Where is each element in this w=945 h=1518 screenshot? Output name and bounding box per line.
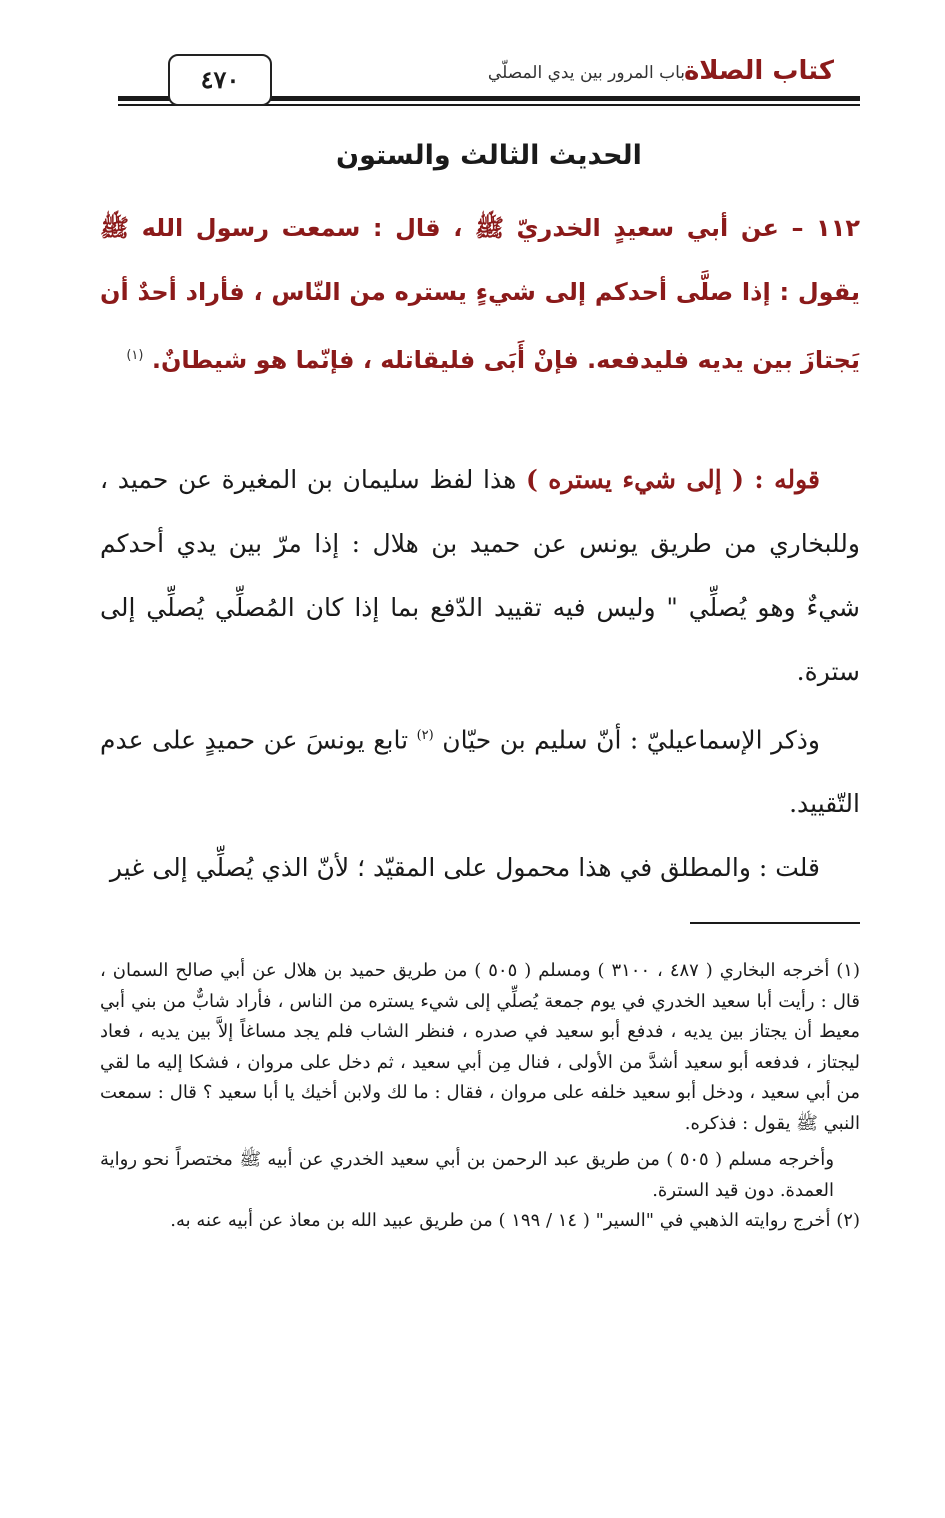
book-title: كتاب الصلاة bbox=[683, 56, 834, 86]
footnote-separator bbox=[690, 922, 860, 924]
page-number: ٤٧٠ bbox=[168, 54, 272, 106]
chapter-title: باب المرور بين يدي المصلّي bbox=[487, 63, 685, 83]
paragraph-1 bbox=[100, 448, 860, 704]
footnote-ref-2: (٢) bbox=[416, 728, 434, 743]
paragraph-2-b: تابع يونسَ عن حميدٍ على عدم التّقييد. bbox=[100, 725, 860, 819]
paragraph-3: قلت : والمطلق في هذا محمول على المقيّد ؛ لأنّ الذي يُصلِّي إلى غير bbox=[109, 853, 820, 883]
footnote-1-continued: وأخرجه مسلم ( ٥٠٥ ) من طريق عبد الرحمن بن أبي سعيد الخدري عن أبيه ﷺ مختصراً نحو رواية العمدة. دون قيد السترة. bbox=[100, 1149, 835, 1201]
quoted-phrase: قوله : ( إلى شيء يستره ) bbox=[525, 465, 820, 494]
hadith-text bbox=[100, 196, 860, 392]
footnote-ref-1: (١) bbox=[126, 348, 144, 363]
paragraph-1-text: هذا لفظ سليمان بن المغيرة عن حميد ، وللبخاري من طريق يونس عن حميد بن هلال : إذا مرّ بين يدي أحدكم شيءٌ وهو يُصلِّي " وليس فيه تقييد الدّفع بما إذا كان المُصلِّي يُصلِّي إلى سترة. bbox=[100, 465, 860, 686]
commentary bbox=[100, 448, 860, 900]
hadith-heading: الحديث الثالث والستون bbox=[336, 140, 642, 171]
paragraph-2 bbox=[100, 704, 860, 836]
footnote-1: (١) أخرجه البخاري ( ٤٨٧ ، ٣١٠٠ ) ومسلم ( ٥٠٥ ) من طريق حميد بن هلال عن أبي صالح السمان ، قال : رأيت أبا سعيد الخدري في يوم جمعة يُصلِّي إلى شيء يستره من الناس ، فأراد شابٌّ من بني أبي معيط أن يجتاز بين يديه ، فدفع أبو سعيد في صدره ، فنظر الشاب فلم يجد مساغاً إلاَّ بين يديه ، فعاد ليجتاز ، فدفعه أبو سعيد أشدَّ من الأولى ، فنال مِن أبي سعيد ، ثم دخل على مروان ، فشكا إليه ما لقي من أبي سعيد ، ودخل أبو سعيد خلفه على مروان ، فقال : ما لك ولابن أخيك يا أبا سعيد ؟ قال : سمعت النبي ﷺ يقول : فذكره. bbox=[100, 960, 860, 1134]
paragraph-2-a: وذكر الإسماعيليّ : أنّ سليم بن حيّان bbox=[442, 725, 820, 755]
footnotes bbox=[100, 956, 860, 1243]
footnote-2: (٢) أخرج روايته الذهبي في "السير" ( ١٤ / ١٩٩ ) من طريق عبيد الله بن معاذ عن أبيه عنه به. bbox=[170, 1210, 860, 1231]
hadith-body: ١١٢ – عن أبي سعيدٍ الخدريّ ﷺ ، قال : سمعت رسول الله ﷺ يقول : إذا صلَّى أحدكم إلى شيءٍ يستره من النّاس ، فأراد أحدٌ أن يَجتازَ بين يديه فليدفعه. فإنْ أَبَى فليقاتله ، فإنّما هو شيطانٌ. bbox=[100, 214, 860, 374]
